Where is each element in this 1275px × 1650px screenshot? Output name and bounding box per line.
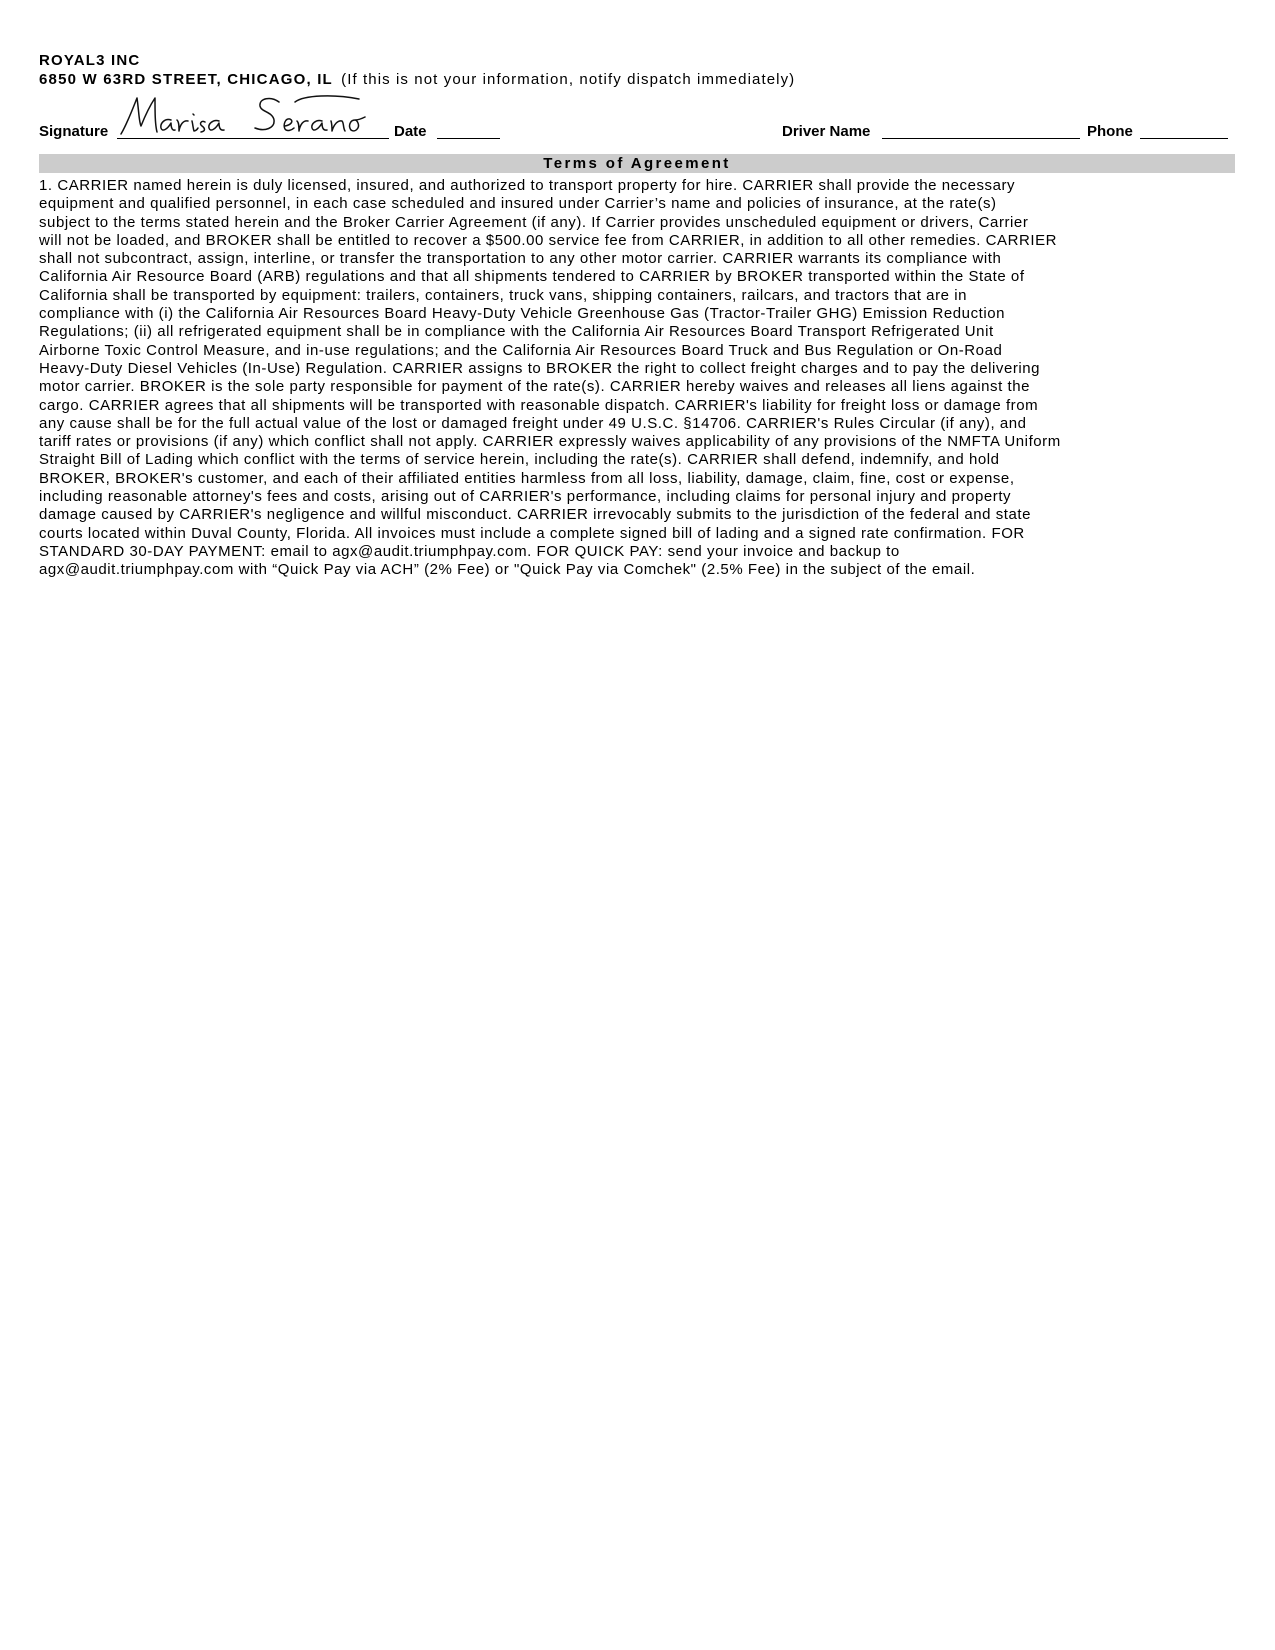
signature-row (39, 100, 1249, 144)
terms-line: STANDARD 30-DAY PAYMENT: email to agx@audit.triumphpay.com. FOR QUICK PAY: send your invoice and backup to (39, 542, 900, 560)
company-address-line (39, 70, 1239, 89)
signature-label: Signature (39, 123, 109, 140)
terms-line: California shall be transported by equipment: trailers, containers, truck vans, shipping containers, railcars, and tractors that are in (39, 286, 968, 304)
terms-line: compliance with (i) the California Air Resources Board Heavy-Duty Vehicle Greenhouse Gas (Tractor-Trailer GHG) Emission Reduction (39, 305, 1006, 323)
terms-body (39, 177, 1235, 580)
terms-line: agx@audit.triumphpay.com with “Quick Pay via ACH” (2% Fee) or "Quick Pay via Comchek" (2.5% Fee) in the subject of the email. (39, 561, 976, 579)
date-label: Date (394, 123, 427, 140)
driver-name-label: Driver Name (782, 123, 871, 140)
terms-line: Straight Bill of Lading which conflict with the terms of service herein, including the rate(s). CARRIER shall defend, indemnify, and hold (39, 451, 1000, 469)
terms-line: any cause shall be for the full actual value of the lost or damaged freight under 49 U.S.C. §14706. CARRIER's Rules Circular (if any), and (39, 414, 1027, 432)
terms-line: including reasonable attorney's fees and costs, arising out of CARRIER's performance, including claims for personal injury and property (39, 488, 1012, 506)
terms-line: California Air Resource Board (ARB) regulations and that all shipments tendered to CARRIER by BROKER transported within the State of (39, 268, 1025, 286)
terms-line: Airborne Toxic Control Measure, and in-use regulations; and the California Air Resources Board Truck and Bus Regulation or On-Road (39, 341, 1003, 359)
terms-heading: Terms of Agreement (39, 154, 1235, 173)
date-field[interactable] (437, 138, 500, 139)
terms-line: shall not subcontract, assign, interline, or transfer the transportation to any other motor carrier. CARRIER warrants its compliance with (39, 250, 1002, 268)
handwritten-signature (119, 90, 391, 140)
terms-line: will not be loaded, and BROKER shall be entitled to recover a $500.00 service fee from CARRIER, in addition to all other remedies. CARRIER (39, 231, 1058, 249)
terms-line: equipment and qualified personnel, in each case scheduled and insured under Carrier’s name and policies of insurance, at the rate(s) (39, 195, 997, 213)
driver-name-field[interactable] (882, 138, 1080, 139)
terms-line: BROKER, BROKER's customer, and each of their affiliated entities harmless from all loss, liability, damage, claim, fine, cost or expense, (39, 469, 1015, 487)
terms-line: motor carrier. BROKER is the sole party responsible for payment of the rate(s). CARRIER hereby waives and releases all liens against the (39, 378, 1031, 396)
terms-line: damage caused by CARRIER's negligence and willful misconduct. CARRIER irrevocably submits to the jurisdiction of the federal and state (39, 506, 1032, 524)
terms-line: 1. CARRIER named herein is duly licensed, insured, and authorized to transport property for hire. CARRIER shall provide the necessary (39, 177, 1016, 194)
terms-line: courts located within Duval County, Florida. All invoices must include a complete signed bill of lading and a signed rate confirmation. FOR (39, 524, 1025, 542)
company-address: 6850 W 63RD STREET, CHICAGO, IL (39, 71, 333, 88)
address-note: (If this is not your information, notify dispatch immediately) (341, 71, 796, 88)
company-info (39, 51, 1239, 89)
terms-line: Regulations; (ii) all refrigerated equipment shall be in compliance with the California Air Resources Board Transport Refrigerated Unit (39, 323, 994, 341)
company-name: ROYAL3 INC (39, 52, 141, 69)
terms-line: tariff rates or provisions (if any) which conflict shall not apply. CARRIER expressly waives applicability of any provisions of the NMFTA Uniform (39, 433, 1061, 451)
terms-line: subject to the terms stated herein and the Broker Carrier Agreement (if any). If Carrier provides unscheduled equipment or drivers, Carrier (39, 213, 1029, 231)
terms-line: cargo. CARRIER agrees that all shipments will be transported with reasonable dispatch. CARRIER's liability for freight loss or damage from (39, 396, 1039, 414)
phone-field[interactable] (1140, 138, 1228, 139)
phone-label: Phone (1087, 123, 1133, 140)
terms-line: Heavy-Duty Diesel Vehicles (In-Use) Regulation. CARRIER assigns to BROKER the right to collect freight charges and to pay the delivering (39, 359, 1041, 377)
